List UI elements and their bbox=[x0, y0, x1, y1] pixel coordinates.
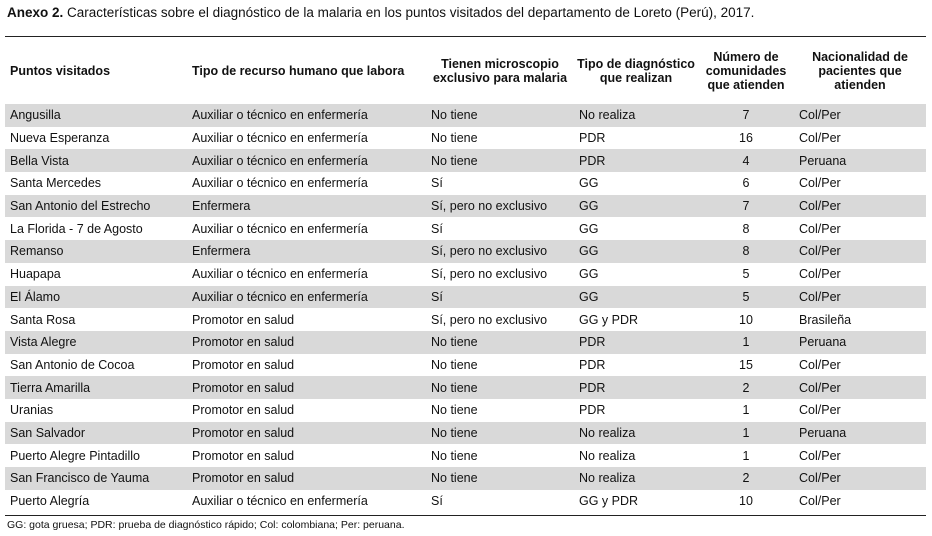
cell-diagnostico: PDR bbox=[574, 149, 698, 172]
cell-nacionalidad: Col/Per bbox=[794, 217, 926, 240]
cell-microscopio: No tiene bbox=[426, 104, 574, 127]
cell-microscopio: Sí, pero no exclusivo bbox=[426, 308, 574, 331]
cell-nacionalidad: Col/Per bbox=[794, 354, 926, 377]
cell-punto: San Salvador bbox=[5, 422, 187, 445]
cell-comunidades: 10 bbox=[698, 308, 794, 331]
cell-recurso: Enfermera bbox=[187, 195, 426, 218]
cell-microscopio: Sí bbox=[426, 172, 574, 195]
table-row bbox=[5, 399, 926, 422]
table-row bbox=[5, 286, 926, 309]
cell-nacionalidad: Peruana bbox=[794, 422, 926, 445]
cell-recurso: Promotor en salud bbox=[187, 467, 426, 490]
table-row bbox=[5, 127, 926, 150]
cell-microscopio: No tiene bbox=[426, 149, 574, 172]
cell-punto: El Álamo bbox=[5, 286, 187, 309]
cell-punto: Bella Vista bbox=[5, 149, 187, 172]
cell-punto: Tierra Amarilla bbox=[5, 376, 187, 399]
cell-diagnostico: PDR bbox=[574, 331, 698, 354]
col-header-recurso: Tipo de recurso humano que labora bbox=[192, 63, 405, 78]
cell-punto: Uranias bbox=[5, 399, 187, 422]
cell-diagnostico: GG bbox=[574, 240, 698, 263]
cell-diagnostico: PDR bbox=[574, 376, 698, 399]
cell-diagnostico: No realiza bbox=[574, 104, 698, 127]
cell-nacionalidad: Col/Per bbox=[794, 127, 926, 150]
cell-punto: La Florida - 7 de Agosto bbox=[5, 217, 187, 240]
cell-punto: Angusilla bbox=[5, 104, 187, 127]
cell-nacionalidad: Peruana bbox=[794, 331, 926, 354]
cell-microscopio: No tiene bbox=[426, 127, 574, 150]
cell-comunidades: 2 bbox=[698, 467, 794, 490]
annex-label: Anexo 2. bbox=[7, 5, 64, 20]
malaria-diagnosis-table bbox=[5, 37, 926, 512]
cell-recurso: Auxiliar o técnico en enfermería bbox=[187, 149, 426, 172]
table-row bbox=[5, 422, 926, 445]
cell-microscopio: Sí, pero no exclusivo bbox=[426, 240, 574, 263]
cell-comunidades: 1 bbox=[698, 331, 794, 354]
cell-recurso: Auxiliar o técnico en enfermería bbox=[187, 104, 426, 127]
table-row bbox=[5, 104, 926, 127]
cell-diagnostico: GG bbox=[574, 263, 698, 286]
cell-diagnostico: GG bbox=[574, 172, 698, 195]
cell-microscopio: Sí, pero no exclusivo bbox=[426, 263, 574, 286]
cell-nacionalidad: Col/Per bbox=[794, 399, 926, 422]
table-row bbox=[5, 467, 926, 490]
table-row bbox=[5, 217, 926, 240]
table-row bbox=[5, 490, 926, 513]
cell-recurso: Auxiliar o técnico en enfermería bbox=[187, 263, 426, 286]
cell-comunidades: 8 bbox=[698, 217, 794, 240]
col-header-puntos: Puntos visitados bbox=[10, 63, 111, 78]
cell-comunidades: 1 bbox=[698, 444, 794, 467]
cell-comunidades: 10 bbox=[698, 490, 794, 513]
cell-microscopio: Sí bbox=[426, 217, 574, 240]
cell-punto: Santa Mercedes bbox=[5, 172, 187, 195]
cell-punto: San Antonio del Estrecho bbox=[5, 195, 187, 218]
cell-recurso: Auxiliar o técnico en enfermería bbox=[187, 127, 426, 150]
col-header-nacionalidad: Nacionalidad de pacientes que atienden bbox=[812, 49, 908, 92]
cell-nacionalidad: Col/Per bbox=[794, 286, 926, 309]
cell-diagnostico: PDR bbox=[574, 127, 698, 150]
table-row bbox=[5, 331, 926, 354]
cell-recurso: Promotor en salud bbox=[187, 331, 426, 354]
cell-recurso: Promotor en salud bbox=[187, 376, 426, 399]
cell-punto: Vista Alegre bbox=[5, 331, 187, 354]
cell-recurso: Enfermera bbox=[187, 240, 426, 263]
cell-nacionalidad: Col/Per bbox=[794, 467, 926, 490]
cell-punto: Puerto Alegría bbox=[5, 490, 187, 513]
cell-recurso: Auxiliar o técnico en enfermería bbox=[187, 172, 426, 195]
cell-recurso: Auxiliar o técnico en enfermería bbox=[187, 286, 426, 309]
cell-microscopio: Sí, pero no exclusivo bbox=[426, 195, 574, 218]
table-row bbox=[5, 149, 926, 172]
cell-diagnostico: GG y PDR bbox=[574, 490, 698, 513]
cell-comunidades: 16 bbox=[698, 127, 794, 150]
cell-microscopio: No tiene bbox=[426, 331, 574, 354]
cell-diagnostico: GG y PDR bbox=[574, 308, 698, 331]
cell-diagnostico: No realiza bbox=[574, 422, 698, 445]
cell-diagnostico: No realiza bbox=[574, 467, 698, 490]
cell-comunidades: 6 bbox=[698, 172, 794, 195]
cell-microscopio: No tiene bbox=[426, 376, 574, 399]
col-header-comunidades: Número de comunidades que atienden bbox=[705, 49, 787, 92]
cell-microscopio: No tiene bbox=[426, 399, 574, 422]
cell-comunidades: 7 bbox=[698, 104, 794, 127]
cell-nacionalidad: Brasileña bbox=[794, 308, 926, 331]
cell-recurso: Promotor en salud bbox=[187, 308, 426, 331]
table-row bbox=[5, 354, 926, 377]
cell-comunidades: 5 bbox=[698, 263, 794, 286]
cell-nacionalidad: Peruana bbox=[794, 149, 926, 172]
cell-diagnostico: PDR bbox=[574, 399, 698, 422]
bottom-rule bbox=[5, 515, 926, 516]
cell-punto: Santa Rosa bbox=[5, 308, 187, 331]
cell-nacionalidad: Col/Per bbox=[794, 104, 926, 127]
cell-microscopio: Sí bbox=[426, 490, 574, 513]
cell-punto: Nueva Esperanza bbox=[5, 127, 187, 150]
cell-recurso: Promotor en salud bbox=[187, 399, 426, 422]
table-row bbox=[5, 308, 926, 331]
cell-nacionalidad: Col/Per bbox=[794, 240, 926, 263]
cell-nacionalidad: Col/Per bbox=[794, 195, 926, 218]
cell-comunidades: 7 bbox=[698, 195, 794, 218]
col-header-microscopio: Tienen microscopio exclusivo para malaria bbox=[432, 56, 568, 85]
cell-comunidades: 1 bbox=[698, 422, 794, 445]
table-row bbox=[5, 263, 926, 286]
cell-nacionalidad: Col/Per bbox=[794, 376, 926, 399]
cell-microscopio: No tiene bbox=[426, 354, 574, 377]
cell-diagnostico: GG bbox=[574, 286, 698, 309]
cell-nacionalidad: Col/Per bbox=[794, 263, 926, 286]
cell-recurso: Auxiliar o técnico en enfermería bbox=[187, 490, 426, 513]
header-row bbox=[5, 37, 926, 104]
cell-comunidades: 5 bbox=[698, 286, 794, 309]
cell-comunidades: 4 bbox=[698, 149, 794, 172]
cell-punto: Puerto Alegre Pintadillo bbox=[5, 444, 187, 467]
cell-microscopio: Sí bbox=[426, 286, 574, 309]
cell-microscopio: No tiene bbox=[426, 467, 574, 490]
table-row bbox=[5, 172, 926, 195]
table-caption: Características sobre el diagnóstico de la malaria en los puntos visitados del departamento de Loreto (Perú), 2017. bbox=[67, 5, 755, 20]
cell-nacionalidad: Col/Per bbox=[794, 172, 926, 195]
cell-punto: Remanso bbox=[5, 240, 187, 263]
cell-microscopio: No tiene bbox=[426, 422, 574, 445]
cell-comunidades: 8 bbox=[698, 240, 794, 263]
cell-nacionalidad: Col/Per bbox=[794, 444, 926, 467]
cell-nacionalidad: Col/Per bbox=[794, 490, 926, 513]
table-title bbox=[7, 5, 754, 20]
cell-recurso: Auxiliar o técnico en enfermería bbox=[187, 217, 426, 240]
table-row bbox=[5, 376, 926, 399]
cell-diagnostico: No realiza bbox=[574, 444, 698, 467]
cell-recurso: Promotor en salud bbox=[187, 354, 426, 377]
cell-diagnostico: GG bbox=[574, 195, 698, 218]
cell-comunidades: 2 bbox=[698, 376, 794, 399]
cell-recurso: Promotor en salud bbox=[187, 444, 426, 467]
cell-punto: Huapapa bbox=[5, 263, 187, 286]
table-row bbox=[5, 195, 926, 218]
cell-punto: San Francisco de Yauma bbox=[5, 467, 187, 490]
cell-recurso: Promotor en salud bbox=[187, 422, 426, 445]
cell-comunidades: 15 bbox=[698, 354, 794, 377]
table-row bbox=[5, 240, 926, 263]
cell-punto: San Antonio de Cocoa bbox=[5, 354, 187, 377]
cell-diagnostico: GG bbox=[574, 217, 698, 240]
col-header-diagnostico: Tipo de diagnóstico que realizan bbox=[577, 56, 695, 85]
cell-microscopio: No tiene bbox=[426, 444, 574, 467]
table-row bbox=[5, 444, 926, 467]
cell-comunidades: 1 bbox=[698, 399, 794, 422]
cell-diagnostico: PDR bbox=[574, 354, 698, 377]
footnote: GG: gota gruesa; PDR: prueba de diagnóstico rápido; Col: colombiana; Per: peruana. bbox=[7, 519, 405, 531]
